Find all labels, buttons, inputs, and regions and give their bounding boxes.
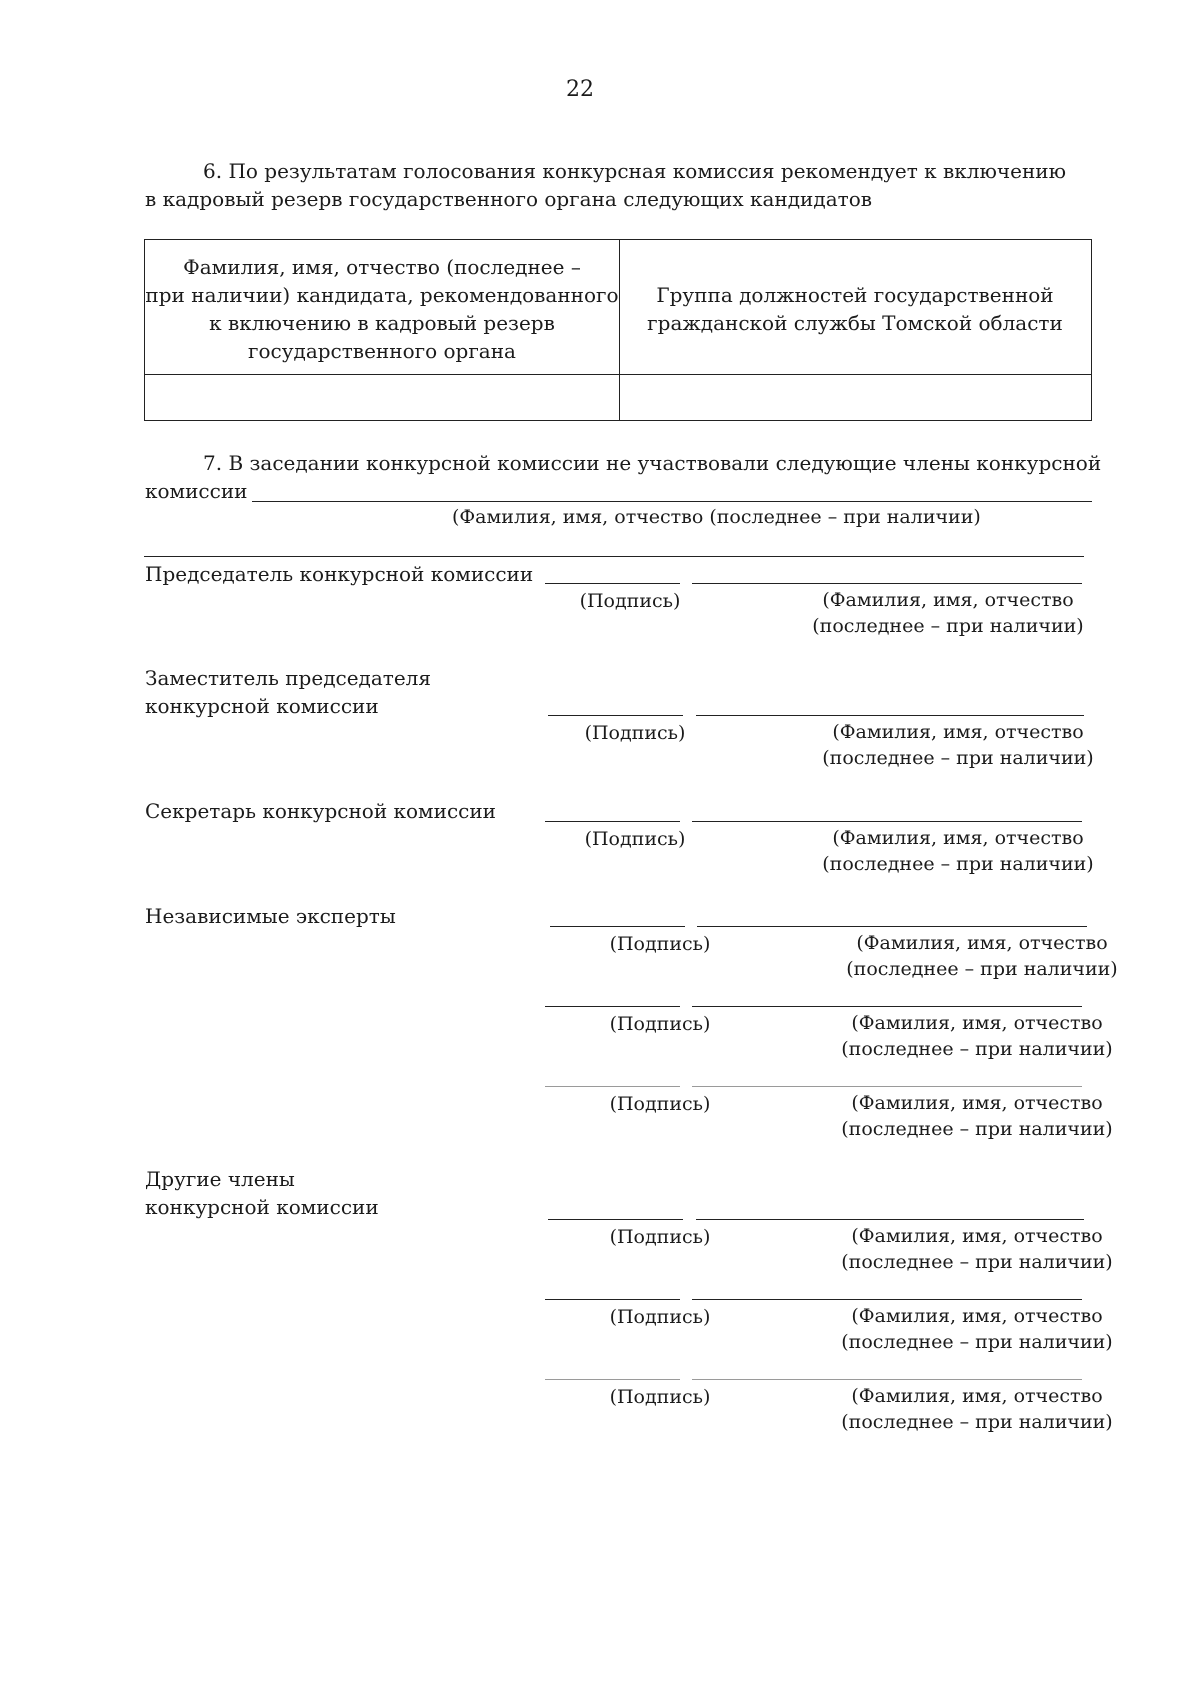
- name-caption: (Фамилия, имя, отчество (последнее – при наличии): [822, 827, 1094, 875]
- section-7-line-1: 7. В заседании конкурсной комиссии не участвовали следующие члены конкурсной: [203, 451, 1102, 475]
- signature-caption: (Подпись): [609, 1306, 711, 1328]
- signature-caption: (Подпись): [584, 722, 686, 744]
- absent-members-caption: (Фамилия, имя, отчество (последнее – при наличии): [452, 506, 981, 528]
- name-line[interactable]: [692, 1006, 1082, 1007]
- role-other-members: Другие члены конкурсной комиссии: [145, 1167, 379, 1219]
- table-header-col1-line: государственного органа: [248, 339, 516, 363]
- role-experts: Независимые эксперты: [145, 904, 396, 928]
- absent-members-fill-line[interactable]: [252, 501, 1092, 502]
- name-caption: (Фамилия, имя, отчество (последнее – при наличии): [841, 1225, 1113, 1273]
- name-line[interactable]: [692, 1379, 1082, 1380]
- signature-line[interactable]: [545, 821, 680, 822]
- table-header-col1-line: Фамилия, имя, отчество (последнее –: [183, 255, 581, 279]
- role-chairman: Председатель конкурсной комиссии: [145, 562, 534, 586]
- table-header-col2-line: гражданской службы Томской области: [647, 311, 1063, 335]
- name-caption: (Фамилия, имя, отчество (последнее – при наличии): [812, 589, 1084, 637]
- signature-line[interactable]: [545, 1379, 680, 1380]
- name-caption: (Фамилия, имя, отчество (последнее – при наличии): [846, 932, 1118, 980]
- signature-line[interactable]: [545, 1299, 680, 1300]
- absent-members-fill-line-2[interactable]: [144, 556, 1084, 557]
- signature-line[interactable]: [545, 583, 680, 584]
- role-secretary: Секретарь конкурсной комиссии: [145, 799, 497, 823]
- signature-caption: (Подпись): [609, 1093, 711, 1115]
- signature-caption: (Подпись): [609, 933, 711, 955]
- signature-line[interactable]: [545, 1006, 680, 1007]
- name-line[interactable]: [697, 926, 1087, 927]
- name-line[interactable]: [696, 715, 1084, 716]
- name-caption: (Фамилия, имя, отчество (последнее – при наличии): [822, 721, 1094, 769]
- page-number: 22: [566, 77, 594, 102]
- table-header-col2-line: Группа должностей государственной: [656, 283, 1054, 307]
- section-6-line-1: 6. По результатам голосования конкурсная комиссия рекомендует к включению: [203, 159, 1067, 183]
- signature-line[interactable]: [548, 1219, 683, 1220]
- name-caption: (Фамилия, имя, отчество (последнее – при наличии): [841, 1092, 1113, 1140]
- signature-caption: (Подпись): [609, 1013, 711, 1035]
- role-deputy: Заместитель председателя конкурсной комиссии: [145, 666, 432, 718]
- table-empty-cell-1[interactable]: [145, 375, 619, 421]
- name-line[interactable]: [692, 583, 1082, 584]
- candidates-table: [144, 239, 1092, 421]
- section-6-paragraph: [145, 157, 1126, 213]
- signature-line[interactable]: [548, 715, 683, 716]
- name-line[interactable]: [696, 1219, 1084, 1220]
- signature-line[interactable]: [545, 1086, 680, 1087]
- name-caption: (Фамилия, имя, отчество (последнее – при наличии): [841, 1385, 1113, 1433]
- section-6-line-2: в кадровый резерв государственного органа следующих кандидатов: [145, 187, 872, 211]
- signature-caption: (Подпись): [609, 1386, 711, 1408]
- table-empty-cell-2[interactable]: [620, 375, 1092, 421]
- name-caption: (Фамилия, имя, отчество (последнее – при наличии): [841, 1012, 1113, 1060]
- table-header-col2: [619, 281, 1091, 337]
- name-caption: (Фамилия, имя, отчество (последнее – при наличии): [841, 1305, 1113, 1353]
- section-7-paragraph: [145, 449, 1126, 505]
- signature-caption: (Подпись): [609, 1226, 711, 1248]
- table-header-col1-line: к включению в кадровый резерв: [209, 311, 555, 335]
- name-line[interactable]: [692, 821, 1082, 822]
- table-header-col1-line: при наличии) кандидата, рекомендованного: [145, 283, 619, 307]
- name-line[interactable]: [692, 1086, 1082, 1087]
- table-header-col1: [145, 253, 619, 365]
- section-7-line-2: комиссии: [145, 479, 248, 503]
- name-line[interactable]: [692, 1299, 1082, 1300]
- signature-caption: (Подпись): [579, 590, 681, 612]
- signature-caption: (Подпись): [584, 828, 686, 850]
- signature-line[interactable]: [550, 926, 685, 927]
